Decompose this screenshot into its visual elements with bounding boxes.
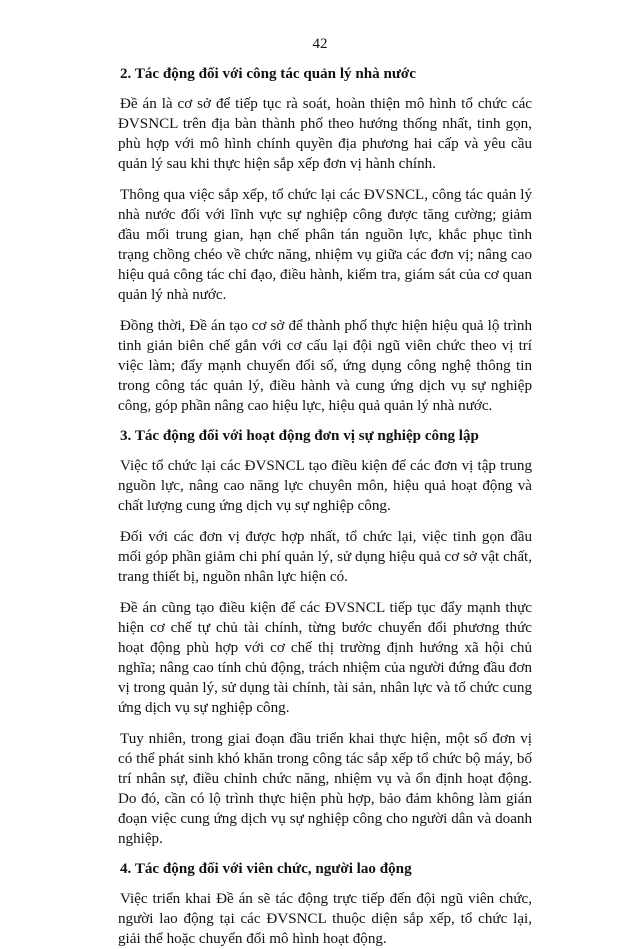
paragraph: Tuy nhiên, trong giai đoạn đầu triển khai thực hiện, một số đơn vị có thể phát sinh khó khăn trong công tác sắp xếp tổ chức bộ máy, bố trí nhân sự, điều chỉnh chức năng, nhiệm vụ và ổn định hoạt động. Do đó, cần có lộ trình thực hiện phù hợp, bảo đảm không làm gián đoạn việc cung ứng dịch vụ sự nghiệp công cho người dân và doanh nghiệp.: [118, 731, 532, 847]
paragraph: Việc triển khai Đề án sẽ tác động trực tiếp đến đội ngũ viên chức, người lao động tại các ĐVSNCL thuộc diện sắp xếp, tổ chức lại, giải thể hoặc chuyển đổi mô hình hoạt động.: [118, 891, 532, 947]
section-heading: 3. Tác động đối với hoạt động đơn vị sự nghiệp công lập: [120, 428, 479, 444]
section-heading: 2. Tác động đối với công tác quản lý nhà nước: [120, 66, 416, 82]
paragraph: Thông qua việc sắp xếp, tổ chức lại các ĐVSNCL, công tác quản lý nhà nước đối với lĩnh vực sự nghiệp công được tăng cường; giảm đầu mối trung gian, hạn chế phân tán nguồn lực, khắc phục tình trạng chồng chéo về chức năng, nhiệm vụ giữa các đơn vị; nâng cao hiệu quả công tác chỉ đạo, điều hành, kiểm tra, giám sát của cơ quan quản lý nhà nước.: [118, 187, 532, 303]
paragraph: Đề án là cơ sở để tiếp tục rà soát, hoàn thiện mô hình tổ chức các ĐVSNCL trên địa bàn thành phố theo hướng thống nhất, tinh gọn, phù hợp với mô hình chính quyền địa phương hai cấp và yêu cầu quản lý sau khi thực hiện sắp xếp đơn vị hành chính.: [118, 96, 532, 172]
paragraph: Việc tổ chức lại các ĐVSNCL tạo điều kiện để các đơn vị tập trung nguồn lực, nâng cao năng lực chuyên môn, hiệu quả hoạt động và chất lượng cung ứng dịch vụ sự nghiệp công.: [118, 458, 532, 514]
paragraph: Đối với các đơn vị được hợp nhất, tổ chức lại, việc tinh gọn đầu mối góp phần giảm chi phí quản lý, sử dụng hiệu quả cơ sở vật chất, trang thiết bị, nguồn nhân lực hiện có.: [118, 529, 532, 585]
page-number: 42: [312, 36, 328, 52]
document-body: [118, 64, 532, 949]
section-heading: 4. Tác động đối với viên chức, người lao động: [120, 861, 412, 877]
paragraph: Đề án cũng tạo điều kiện để các ĐVSNCL tiếp tục đẩy mạnh thực hiện cơ chế tự chủ tài chính, từng bước chuyển đổi phương thức hoạt động phù hợp với cơ chế thị trường định hướng xã hội chủ nghĩa; nâng cao tính chủ động, trách nhiệm của người đứng đầu đơn vị trong quản lý, sử dụng tài chính, tài sản, nhân lực và tổ chức cung ứng dịch vụ sự nghiệp công.: [118, 600, 532, 716]
paragraph: Đồng thời, Đề án tạo cơ sở để thành phố thực hiện hiệu quả lộ trình tinh giản biên chế gắn với cơ cấu lại đội ngũ viên chức theo vị trí việc làm; đẩy mạnh chuyển đổi số, ứng dụng công nghệ thông tin trong công tác quản lý, điều hành và cung ứng dịch vụ sự nghiệp công, góp phần nâng cao hiệu lực, hiệu quả quản lý nhà nước.: [118, 318, 532, 414]
